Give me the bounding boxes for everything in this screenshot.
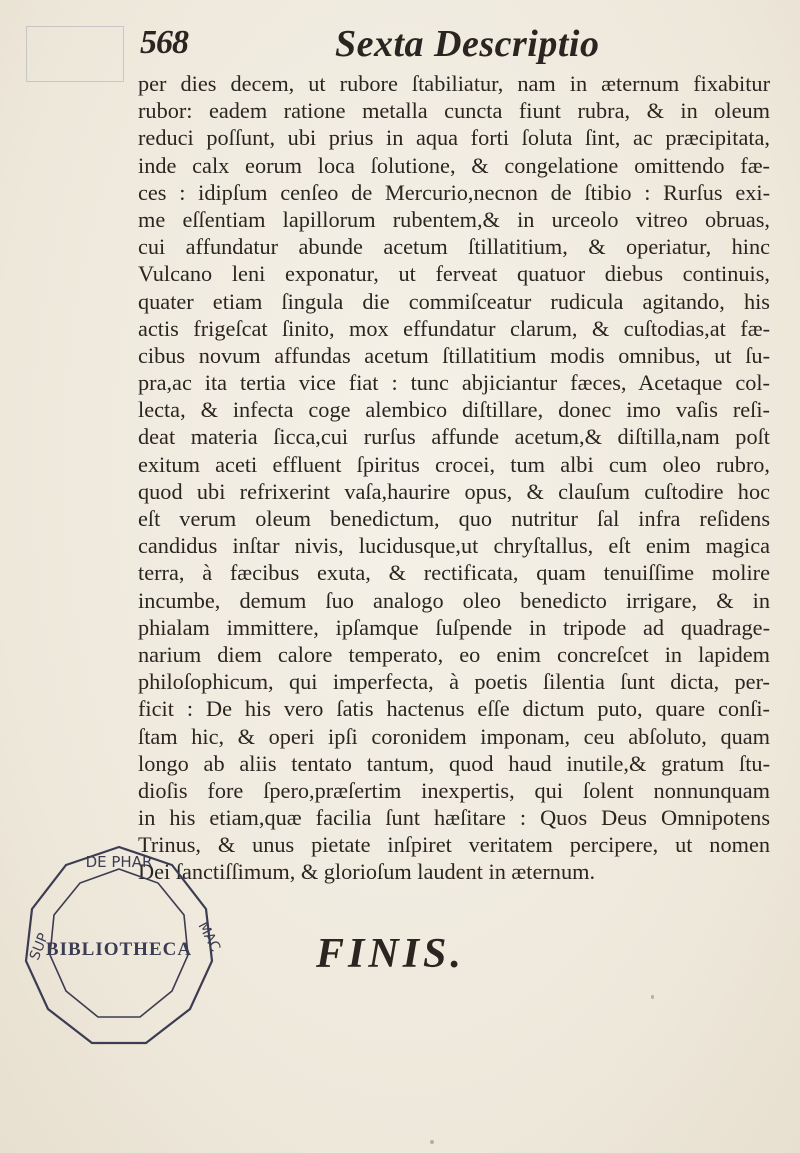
text-line: reduci poſſunt, ubi prius in aqua forti ſoluta ſint, ac præcipitata, (138, 125, 770, 151)
text-line: pra,ac ita tertia vice fiat : tunc abjiciantur fæces, Acetaque col- (138, 370, 770, 396)
stamp-right-text: MAC (194, 919, 224, 955)
text-line: eſt verum oleum benedictum, quo nutritur ſal infra reſidens (138, 506, 770, 531)
stamp-center-text: BIBLIOTHECA (45, 939, 193, 960)
text-line: in his etiam,quæ facilia ſunt hæſitare : Quos Deus Omnipotens (138, 805, 770, 831)
text-line: deat materia ſicca,cui rurſus affunde acetum,& diſtilla,nam poſt (138, 424, 770, 450)
text-line: me eſſentiam lapillorum rubentem,& in urceolo vitreo obruas, (138, 206, 770, 232)
text-line: longo ab aliis tentato tantum, quod haud inutile,& gratum ſtu- (138, 750, 770, 776)
faded-library-mark (26, 26, 124, 82)
text-line: narium diem calore temperato, eo enim concreſcet in lapidem (138, 641, 770, 667)
text-line: inde calx eorum loca ſolutione, & congelatione omittendo fæ- (138, 152, 770, 178)
text-line: actis frigeſcat ſinito, mox effundatur clarum, & cuſtodias,at fæ- (138, 315, 770, 341)
running-title: Sexta Descriptio (335, 23, 600, 65)
body-text (138, 70, 770, 886)
text-line: ſtam hic, & operi ipſi coronidem imponam, ceu abſoluto, quam (138, 723, 770, 749)
stamp-top-text: DE PHAR (85, 853, 153, 871)
text-line: phialam immittere, ipſamque ſuſpende in tripode ad quadrage- (138, 614, 770, 640)
text-line: rubor: eadem ratione metalla cuncta fiunt rubra, & in oleum (138, 98, 770, 124)
page-number: 568 (140, 24, 188, 61)
library-stamp (20, 843, 224, 1051)
text-line: Trinus, & unus pietate inſpiret veritatem percipere, ut nomen (138, 832, 770, 858)
text-line: terra, à fæcibus exuta, & rectificata, quam tenuiſſime molire (138, 560, 770, 586)
paper-speck (430, 1140, 434, 1144)
text-line: ces : idipſum cenſeo de Mercurio,necnon de ſtibio : Rurſus exi- (138, 179, 770, 205)
text-line: cibus novum affundas acetum ſtillatitium modis omnibus, ut ſu- (138, 342, 770, 368)
stamp-left-text: SUP (26, 930, 53, 963)
text-line: lecta, & infecta coge alembico diſtillare, donec imo vaſis reſi- (138, 397, 770, 423)
text-line: ficit : De his vero ſatis hactenus eſſe dictum puto, quare conſi- (138, 696, 770, 722)
text-line: dioſis fore ſpero,præſertim inexpertis, qui ſolent nonnunquam (138, 777, 770, 803)
text-line: cui affundatur abunde acetum ſtillatitium, & operiatur, hinc (138, 234, 770, 260)
text-line: incumbe, demum ſuo analogo oleo benedicto irrigare, & in (138, 587, 770, 613)
text-line: per dies decem, ut rubore ſtabiliatur, nam in æternum fixabitur (138, 71, 770, 96)
text-line: Vulcano leni exponatur, ut ferveat quatuor diebus continuis, (138, 261, 770, 287)
page-header (140, 20, 760, 66)
paper-speck (651, 995, 654, 999)
finis-text: FINIS. (316, 931, 465, 977)
text-line: quater etiam ſingula die commiſceatur rudicula agitando, his (138, 288, 770, 314)
text-line: philoſophicum, qui imperfecta, à poetis ſilentia ſunt dicta, per- (138, 669, 770, 695)
text-line: quod ubi refrixerint vaſa,haurire opus, & clauſum cuſtodire hoc (138, 478, 770, 504)
text-line: Dei ſanctiſſimum, & glorioſum laudent in æternum. (138, 859, 596, 885)
text-line: exitum aceti effluent ſpiritus crocei, tum albi cum oleo rubro, (138, 451, 770, 477)
text-line: candidus inſtar nivis, lucidusque,ut chryſtallus, eſt enim magica (138, 533, 770, 559)
